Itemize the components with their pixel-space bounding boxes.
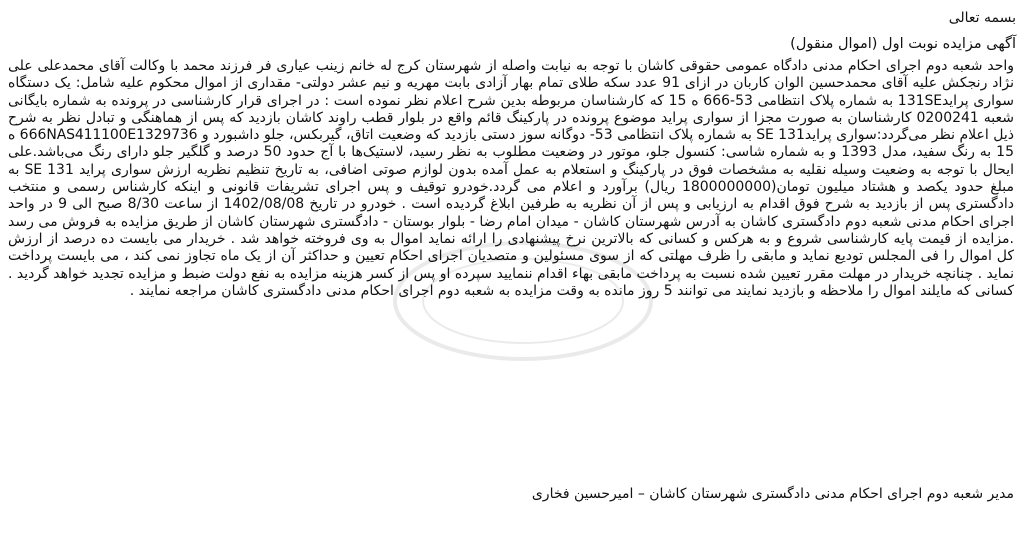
notice-body: واحد شعبه دوم اجرای احکام مدنی دادگاه عمومی حقوقی کاشان با توجه به نیابت واصله از شهرستان کرج له خانم زینب عیاری فر فرزند محمد با وکالت آقای محمدعلی علی نژاد رنجکش علیه آقای محمدحسین الوان کاربان در ازای 91 عدد سکه طلای تمام بهار آزادی بابت مهریه و نیم عشر دولتی- مقداری از اموال محکوم علیه شامل: یک دستگاه سواری پراید131SE به شماره پلاک انتظامی 53-666 ه 15 که کارشناسان مربوطه بدین شرح اعلام نظر نموده است : در اجرای قرار کارشناسی در پرونده به شماره بایگانی شعبه 0200241 کارشناسان به صورت مجزا از سواری پراید موضوع پرونده در پارکینگ قائم واقع در بلوار قطب راوند کاشان بازدید که پس از هماهنگی و تبادل نظر به شرح ذیل اعلام نظر می‌گردد:سواری پراید131 SE به شماره پلاک انتظامی 53- دوگانه سوز دستی بازدید که وضعیت اتاق، گیربکس، جلو داشبورد و 666NAS411100E1329736 ه 15 به رنگ سفید، مدل 1393 و به شماره شاسی: کنسول جلو، موتور در وضعیت مطلوب به نظر رسید، لاستیک‌ها با آج حدود 50 درصد و گلگیر جلو دارای رنگ می‌باشد.علی ایحال با توجه به وضعیت وسیله نقلیه به مشخصات فوق در پارکینگ و استعلام به عمل آمده بدون لوازم صوتی اضافی، به تاریخ تنظیم نظریه ارزش سواری پراید 131 SE به مبلغ حدود یکصد و هشتاد میلیون تومان(1800000000 ریال) برآورد و اعلام می گردد.خودرو توقیف و پس اجرای تشریفات قانونی و اینکه کارشناس رسمی و منتخب دادگستری پس از بازدید به شرح فوق اقدام به ارزیابی و پس از آن نظریه به طرفین ابلاغ گردیده است . خودرو در تاریخ 1402/08/08 از ساعت 8/30 صبح الی 9 در واحد اجرای احکام مدنی شعبه دوم دادگستری کاشان به آدرس شهرستان کاشان - میدان امام رضا - بلوار بوستان - دادگستری شهرستان کاشان از طریق مزایده به فروش می رسد .مزایده از قیمت پایه کارشناسی شروع و به هرکس و کسانی که بالاترین نرخ پیشنهادی را ارائه نماید اموال به وی فروخته خواهد شد . خریدار می بایست ده درصد از ارزش کل اموال را فی المجلس تودیع نماید و مابقی را ظرف مهلتی که از سوی مسئولین و متصدیان اجرای احکام تعیین و حداکثر آن از یک ماه تجاوز نمی کند ، می بایست پرداخت نماید . چنانچه خریدار در مهلت مقرر تعیین شده نسبت به پرداخت مابقی بهاء اقدام ننمایید سپرده او پس از کسر هزینه مزایده به نفع دولت ضبط و مزایده تجدید خواهد گردید . کسانی که مایلند اموال را ملاحظه و بازدید نمایند می توانند 5 روز مانده به وقت مزایده به شعبه دوم اجرای احکام مدنی دادگستری کاشان مراجعه نمایند .	[8, 58, 1015, 299]
signature-line: مدیر شعبه دوم اجرای احکام مدنی دادگستری شهرستان کاشان – امیرحسین فخاری	[531, 486, 1014, 502]
notice-title: آگهی مزایده نوبت اول (اموال منقول)	[790, 36, 1016, 52]
basmala-heading: بسمه تعالی	[948, 10, 1016, 26]
